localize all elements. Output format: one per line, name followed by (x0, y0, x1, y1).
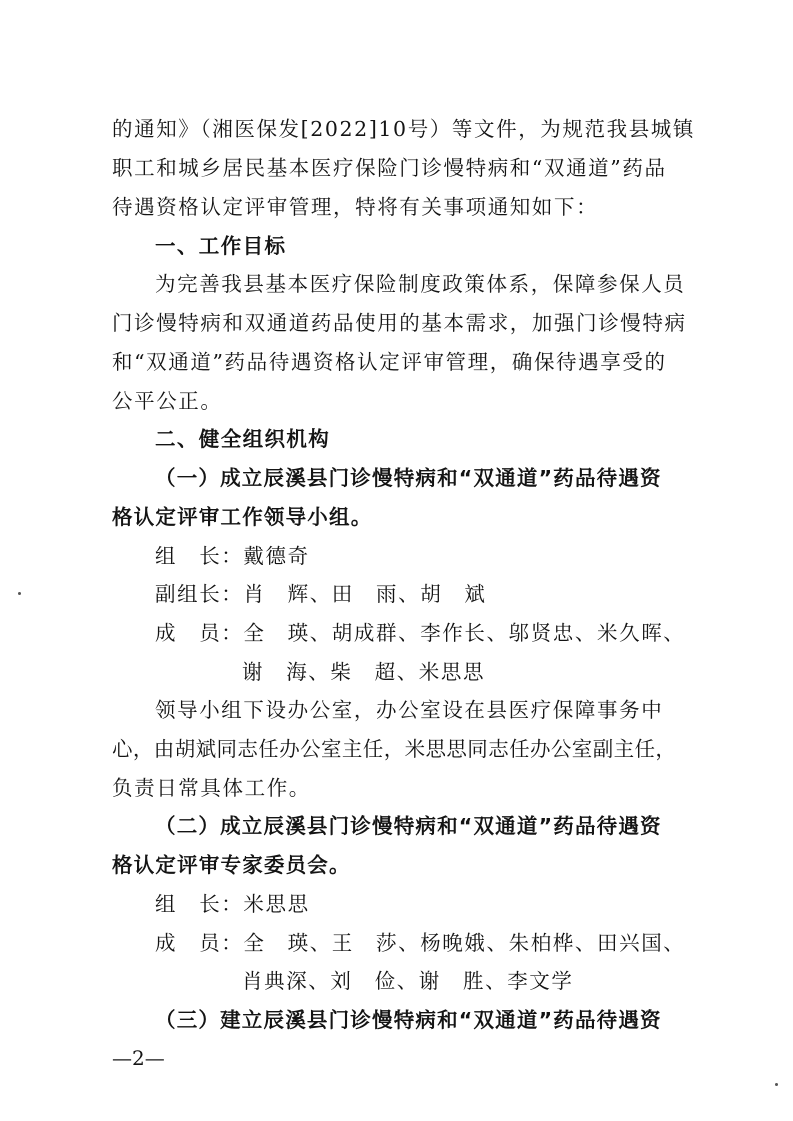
body-text-line: 为完善我县基本医疗保险制度政策体系，保障参保人员 (155, 272, 686, 296)
scan-speck (18, 592, 21, 595)
page-number: —2— (112, 1046, 165, 1070)
body-text-line: 职工和城乡居民基本医疗保险门诊慢特病和“双通道”药品 (112, 156, 667, 180)
member-line-members-cont: 肖典深、刘 俭、谢 胜、李文学 (242, 969, 574, 993)
body-text-line: 和“双通道”药品待遇资格认定评审管理，确保待遇享受的 (112, 350, 667, 374)
scan-speck (775, 1083, 778, 1086)
body-text-line: 心，由胡斌同志任办公室主任，米思思同志任办公室副主任， (112, 737, 677, 761)
subsection-heading-2-cont: 格认定评审专家委员会。 (112, 853, 351, 877)
subsection-heading-1: （一）成立辰溪县门诊慢特病和“双通道”药品待遇资 (155, 466, 662, 490)
body-text-line: 负责日常具体工作。 (112, 776, 311, 800)
member-line-deputy: 副组长：肖 辉、田 雨、胡 斌 (155, 582, 487, 606)
body-text-line: 领导小组下设办公室，办公室设在县医疗保障事务中 (155, 698, 664, 722)
member-line-leader: 组 长：米思思 (155, 892, 310, 916)
member-line-members-cont: 谢 海、柴 超、米思思 (242, 660, 486, 684)
body-text-line: 的通知》（湘医保发[2022]10号）等文件，为规范我县城镇 (112, 117, 696, 141)
member-line-members: 成 员：全 瑛、胡成群、李作长、邬贤忠、米久晖、 (155, 621, 686, 645)
body-text-line: 公平公正。 (112, 389, 223, 413)
body-text-line: 待遇资格认定评审管理，特将有关事项通知如下： (112, 195, 599, 219)
member-line-members: 成 员：全 瑛、王 莎、杨晚娥、朱柏桦、田兴国、 (155, 931, 686, 955)
member-line-leader: 组 长：戴德奇 (155, 544, 310, 568)
subsection-heading-1-cont: 格认定评审工作领导小组。 (112, 505, 373, 529)
subsection-heading-3: （三）建立辰溪县门诊慢特病和“双通道”药品待遇资 (155, 1008, 662, 1032)
subsection-heading-2: （二）成立辰溪县门诊慢特病和“双通道”药品待遇资 (155, 814, 662, 838)
section-heading-work-goal: 一、工作目标 (155, 234, 287, 258)
section-heading-organization: 二、健全组织机构 (155, 427, 331, 451)
body-text-line: 门诊慢特病和双通道药品使用的基本需求，加强门诊慢特病 (112, 311, 687, 335)
